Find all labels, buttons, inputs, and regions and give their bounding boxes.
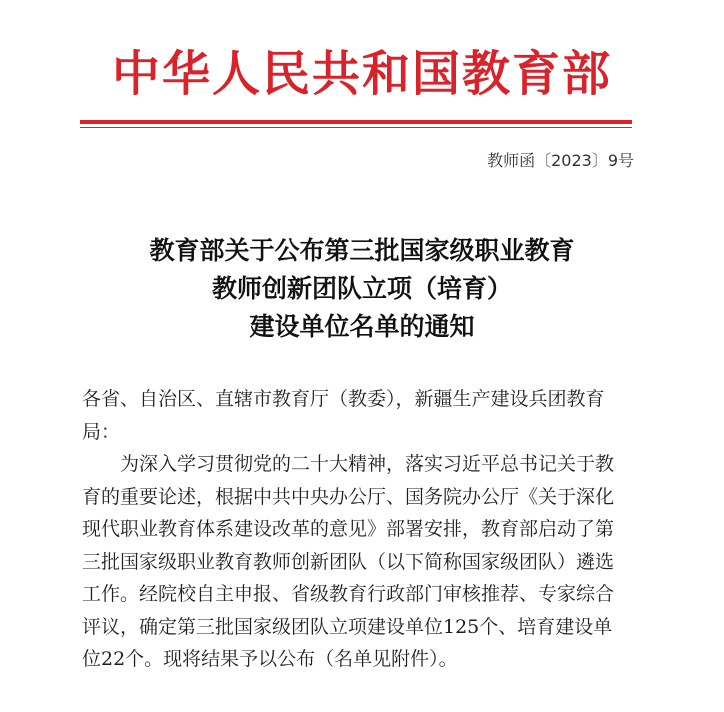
body-line: 评议，确定第三批国家级团队立项建设单位125个、培育建设单 (82, 615, 613, 638)
masthead-thin-rule (80, 127, 632, 128)
masthead-red-rule (80, 120, 632, 124)
document-number: 教师函〔2023〕9号 (487, 151, 634, 170)
title-line: 教师创新团队立项（培育） (211, 274, 512, 303)
addressee-line: 局： (82, 420, 121, 443)
body-line: 现代职业教育体系建设改革的意见》部署安排，教育部启动了第 (82, 518, 615, 540)
notice-title (0, 232, 724, 346)
body-line: 三批国家级职业教育教师创新团队（以下简称国家级团队）遴选 (82, 550, 615, 573)
body-line: 位22个。现将结果予以公布（名单见附件）。 (82, 648, 458, 670)
masthead-title: 中华人民共和国教育部 (111, 46, 612, 102)
body-line: 为深入学习贯彻党的二十大精神，落实习近平总书记关于教 (120, 453, 615, 475)
addressee-line: 各省、自治区、直辖市教育厅（教委），新疆生产建设兵团教育 (82, 388, 605, 410)
body-line: 工作。经院校自主申报、省级教育行政部门审核推荐、专家综合 (82, 583, 615, 605)
title-line: 教育部关于公布第三批国家级职业教育 (149, 236, 575, 265)
notice-body (82, 383, 648, 676)
title-line: 建设单位名单的通知 (249, 312, 475, 341)
body-line: 育的重要论述，根据中共中央办公厅、国务院办公厅《关于深化 (82, 485, 615, 508)
